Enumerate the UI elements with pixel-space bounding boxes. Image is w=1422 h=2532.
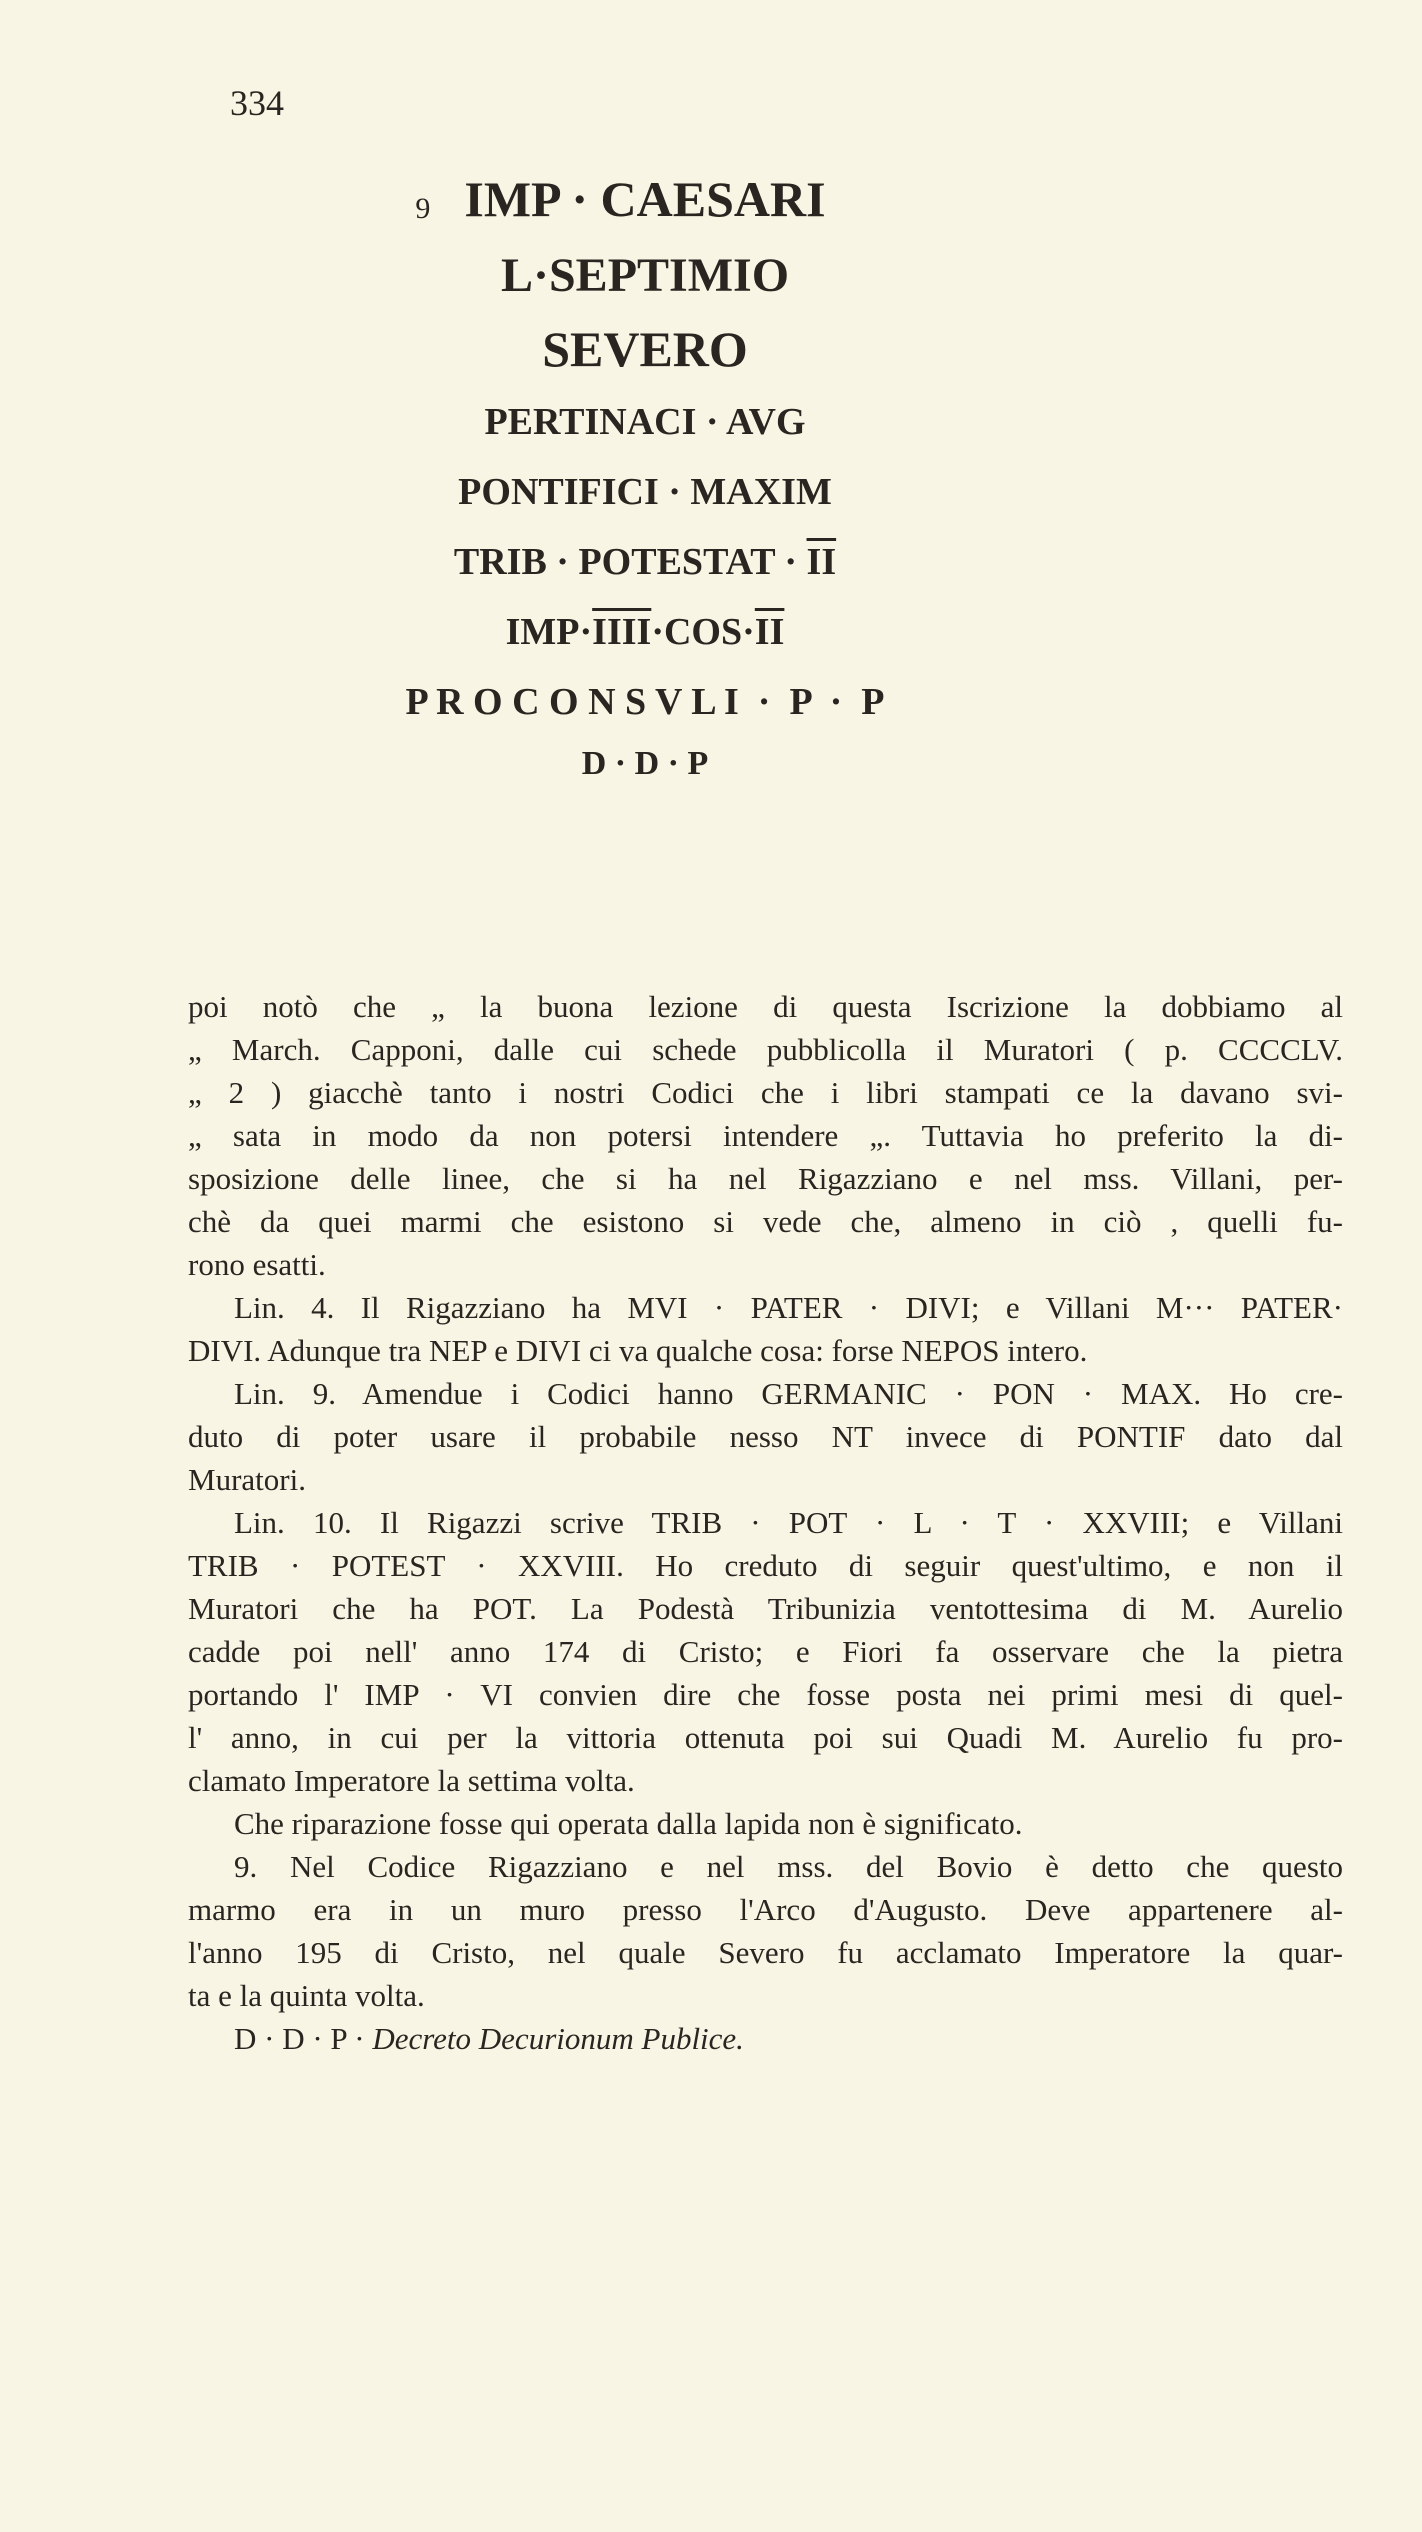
abbreviation-expansion: Decreto Decurionum Publice. xyxy=(372,2021,744,2056)
inscription-text: SEVERO xyxy=(542,321,748,377)
inscription-line xyxy=(0,170,1290,228)
text-line: Che riparazione fosse qui operata dalla lapida non è significato. xyxy=(234,1806,1023,1841)
inscription-line-text xyxy=(458,470,832,514)
inscription-line xyxy=(0,470,1290,514)
text-line: Lin. 4. Il Rigazziano ha MVI · PATER · DIVI; e Villani M··· PATER· xyxy=(234,1290,1343,1325)
inscription-text: PERTINACI · AVG xyxy=(484,401,806,443)
text-line: „ sata in modo da non potersi intendere „. Tuttavia ho preferito la di- xyxy=(188,1118,1343,1153)
inscription-text: TRIB · POTESTAT · xyxy=(453,541,807,583)
inscription-line-text xyxy=(582,745,709,783)
overlined-numeral: $\overline{II}$ xyxy=(754,611,785,653)
text-line: Lin. 10. Il Rigazzi scrive TRIB · POT · L · T · XXVIII; e Villani xyxy=(234,1505,1343,1540)
inscription-line xyxy=(0,400,1290,444)
inscription-text: P R O C O N S V L I · P · P xyxy=(405,681,885,723)
text-line: rono esatti. xyxy=(188,1247,326,1282)
commentary-text xyxy=(188,985,1343,2060)
text-line: Muratori che ha POT. La Podestà Tribunizia ventottesima di M. Aurelio xyxy=(188,1591,1343,1626)
inscription-line-text xyxy=(454,540,836,584)
text-line: „ March. Capponi, dalle cui schede pubblicolla il Muratori ( p. CCCCLV. xyxy=(188,1032,1343,1067)
inscription-text: ·COS· xyxy=(651,611,755,653)
text-line: chè da quei marmi che esistono si vede che, almeno in ciò , quelli fu- xyxy=(188,1204,1343,1239)
text-line: Lin. 9. Amendue i Codici hanno GERMANIC · PON · MAX. Ho cre- xyxy=(234,1376,1343,1411)
inscription-text: D · D · P xyxy=(581,745,709,782)
inscription-text: L·SEPTIMIO xyxy=(500,249,790,302)
text-line: TRIB · POTEST · XXVIII. Ho creduto di seguir quest'ultimo, e non il xyxy=(188,1548,1343,1583)
page-number: 334 xyxy=(230,83,284,123)
inscription-line-text xyxy=(501,248,789,303)
inscription-line-text xyxy=(542,320,748,378)
inscription-line xyxy=(0,745,1290,783)
inscription-text: IMP · CAESARI xyxy=(464,171,826,227)
inscription-line xyxy=(0,680,1290,724)
overlined-numeral: IIII xyxy=(592,611,652,653)
inscription-line xyxy=(0,320,1290,378)
abbreviation: D · D · P · xyxy=(234,2021,373,2056)
text-line: ta e la quinta volta. xyxy=(188,1978,425,2013)
text-line: clamato Imperatore la settima volta. xyxy=(188,1763,635,1798)
text-line: DIVI. Adunque tra NEP e DIVI ci va qualche cosa: forse NEPOS intero. xyxy=(188,1333,1088,1368)
text-line: duto di poter usare il probabile nesso NT invece di PONTIF dato dal xyxy=(188,1419,1343,1454)
text-line: poi notò che „ la buona lezione di questa Iscrizione la dobbiamo al xyxy=(188,989,1343,1024)
text-line: sposizione delle linee, che si ha nel Rigazziano e nel mss. Villani, per- xyxy=(188,1161,1343,1196)
text-line: l'anno 195 di Cristo, nel quale Severo fu acclamato Imperatore la quar- xyxy=(188,1935,1343,1970)
text-line: l' anno, in cui per la vittoria ottenuta poi sui Quadi M. Aurelio fu pro- xyxy=(188,1720,1343,1755)
text-line: Muratori. xyxy=(188,1462,306,1497)
abbreviation-line xyxy=(188,2017,1343,2060)
inscription-text: PONTIFICI · MAXIM xyxy=(458,471,832,513)
text-line: „ 2 ) giacchè tanto i nostri Codici che i libri stampati ce la davano svi- xyxy=(188,1075,1343,1110)
overlined-numeral: $\overline{II}$ xyxy=(806,541,837,583)
text-line: portando l' IMP · VI convien dire che fosse posta nei primi mesi di quel- xyxy=(188,1677,1343,1712)
text-line: cadde poi nell' anno 174 di Cristo; e Fiori fa osservare che la pietra xyxy=(188,1634,1343,1669)
inscription-number: 9 xyxy=(415,192,431,225)
inscription-line-text xyxy=(506,610,785,654)
inscription-line-text xyxy=(406,680,885,724)
text-line: marmo era in un muro presso l'Arco d'Augusto. Deve appartenere al- xyxy=(188,1892,1343,1927)
text-line: 9. Nel Codice Rigazziano e nel mss. del Bovio è detto che questo xyxy=(234,1849,1343,1884)
inscription-line-text xyxy=(484,400,805,444)
inscription-line xyxy=(0,248,1290,303)
inscription-line xyxy=(0,540,1290,584)
inscription-text: IMP· xyxy=(505,611,593,653)
inscription-line xyxy=(0,610,1290,654)
inscription-line-text xyxy=(415,170,826,228)
